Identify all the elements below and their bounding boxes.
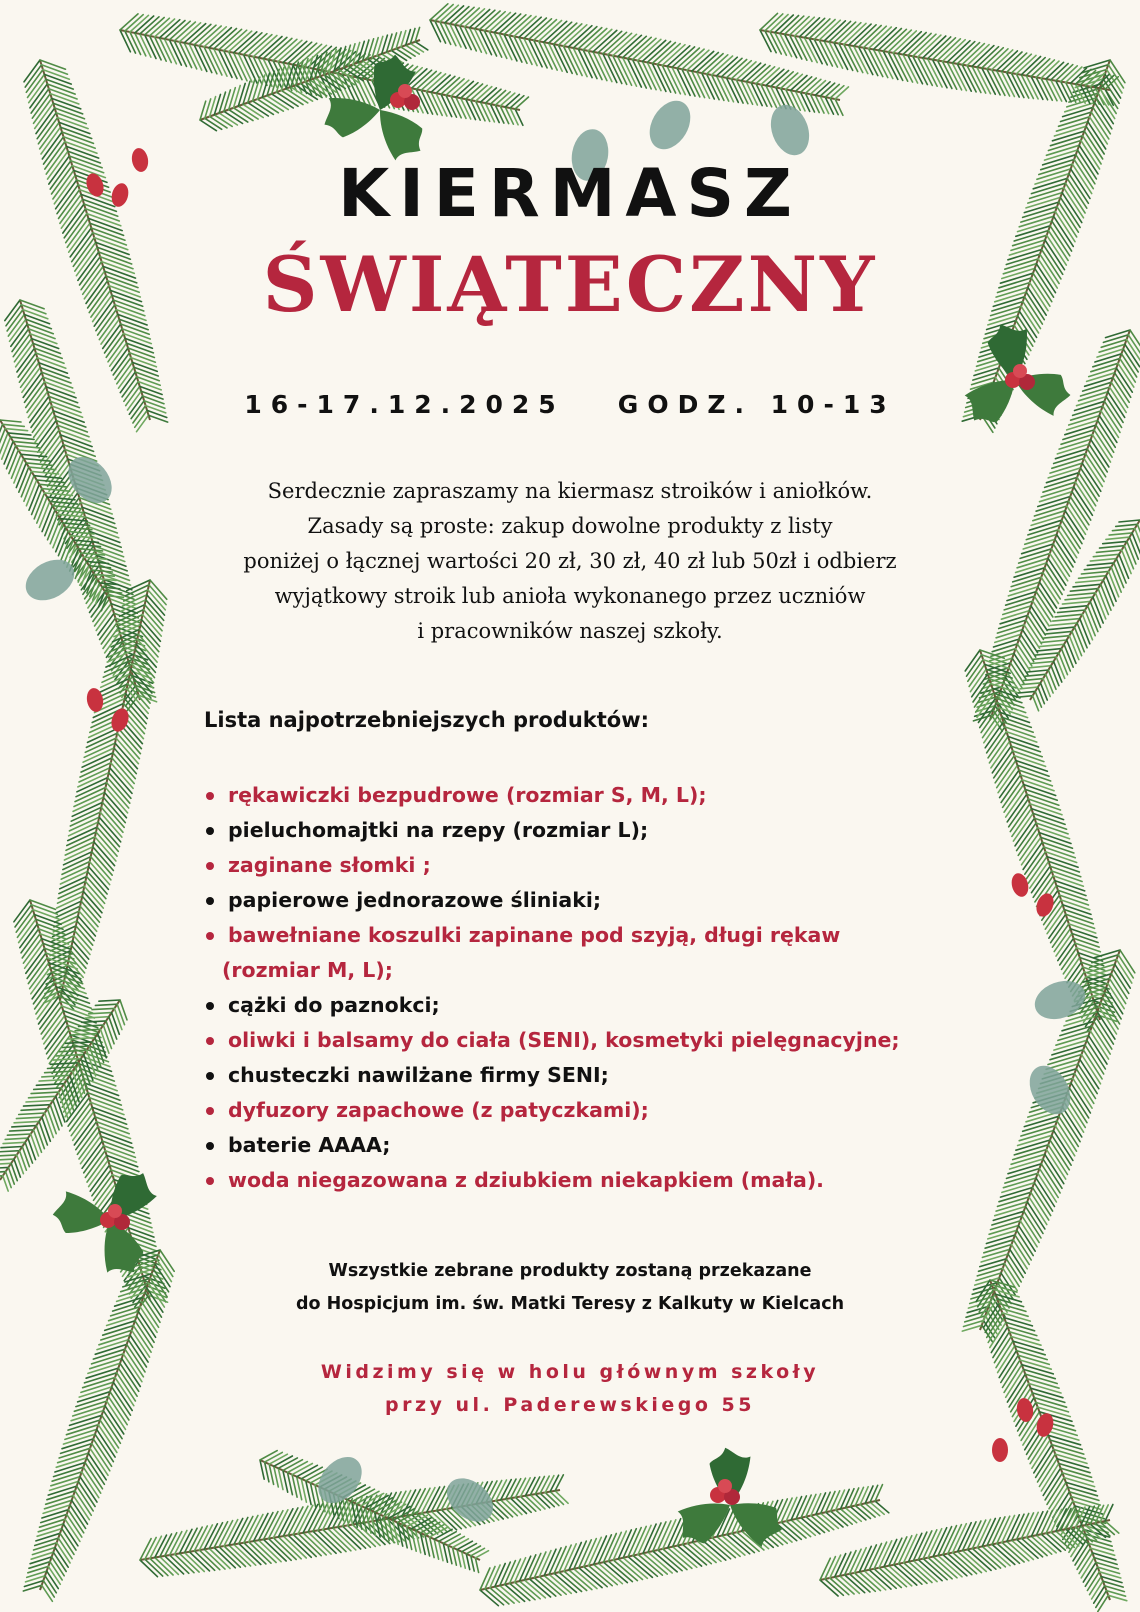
list-item: bawełniane koszulki zapinane pod szyją, długi rękaw (204, 918, 974, 953)
list-item: rękawiczki bezpudrowe (rozmiar S, M, L); (204, 778, 974, 813)
product-list-title: Lista najpotrzebniejszych produktów: (204, 708, 650, 732)
event-date-time: 16-17.12.2025 GODZ. 10-13 (244, 390, 896, 419)
list-item: dyfuzory zapachowe (z patyczkami); (204, 1093, 974, 1128)
location-closing (180, 1356, 960, 1422)
eucalyptus-leaf-icon (18, 551, 81, 608)
intro-line: wyjątkowy stroik lub anioła wykonanego przez uczniów (274, 584, 866, 608)
note-line: do Hospicjum im. św. Matki Teresy z Kalkuty w Kielcach (295, 1294, 845, 1314)
intro-line: i pracowników naszej szkoły. (417, 619, 723, 643)
list-item: zaginane słomki ; (204, 848, 974, 883)
rosehip-icon (1033, 891, 1056, 919)
list-item: baterie AAAA; (204, 1128, 974, 1163)
list-item: chusteczki nawilżane firmy SENI; (204, 1058, 974, 1093)
rosehip-icon (992, 1438, 1008, 1462)
product-list (204, 778, 974, 1198)
list-item-continuation: (rozmiar M, L); (222, 958, 393, 982)
holly-berries-icon (1013, 364, 1027, 378)
list-item: woda niegazowana z dziubkiem niekapkiem (mała). (204, 1163, 974, 1198)
closing-line: przy ul. Paderewskiego 55 (385, 1394, 755, 1416)
closing-line: Widzimy się w holu głównym szkoły (320, 1361, 820, 1383)
holly-berries-icon (108, 1204, 122, 1218)
list-item: cążki do paznokci; (204, 988, 974, 1023)
title-kiermasz: KIERMASZ (338, 155, 802, 232)
poster-content (180, 0, 960, 1612)
intro-line: Serdecznie zapraszamy na kiermasz stroików i aniołków. (267, 479, 873, 503)
pine-branch (23, 1250, 174, 1601)
donation-note (180, 1255, 960, 1321)
rosehip-icon (130, 147, 150, 173)
rosehip-icon (109, 181, 131, 208)
list-item: pieluchomajtki na rzepy (rozmiar L); (204, 813, 974, 848)
list-item: oliwki i balsamy do ciała (SENI), kosmetyki pielęgnacyjne; (204, 1023, 974, 1058)
pine-branch (24, 60, 168, 432)
intro-line: Zasady są proste: zakup dowolne produkty z listy (307, 514, 833, 538)
list-item: papierowe jednorazowe śliniaki; (204, 883, 974, 918)
pine-branch (1017, 520, 1140, 711)
note-line: Wszystkie zebrane produkty zostaną przekazane (328, 1261, 812, 1281)
intro-line: poniżej o łącznej wartości 20 zł, 30 zł, 40 zł lub 50zł i odbierz (243, 549, 897, 573)
title-swiateczny: ŚWIĄTECZNY (262, 240, 878, 329)
intro-paragraph (180, 474, 960, 649)
rosehip-icon (1009, 871, 1031, 898)
